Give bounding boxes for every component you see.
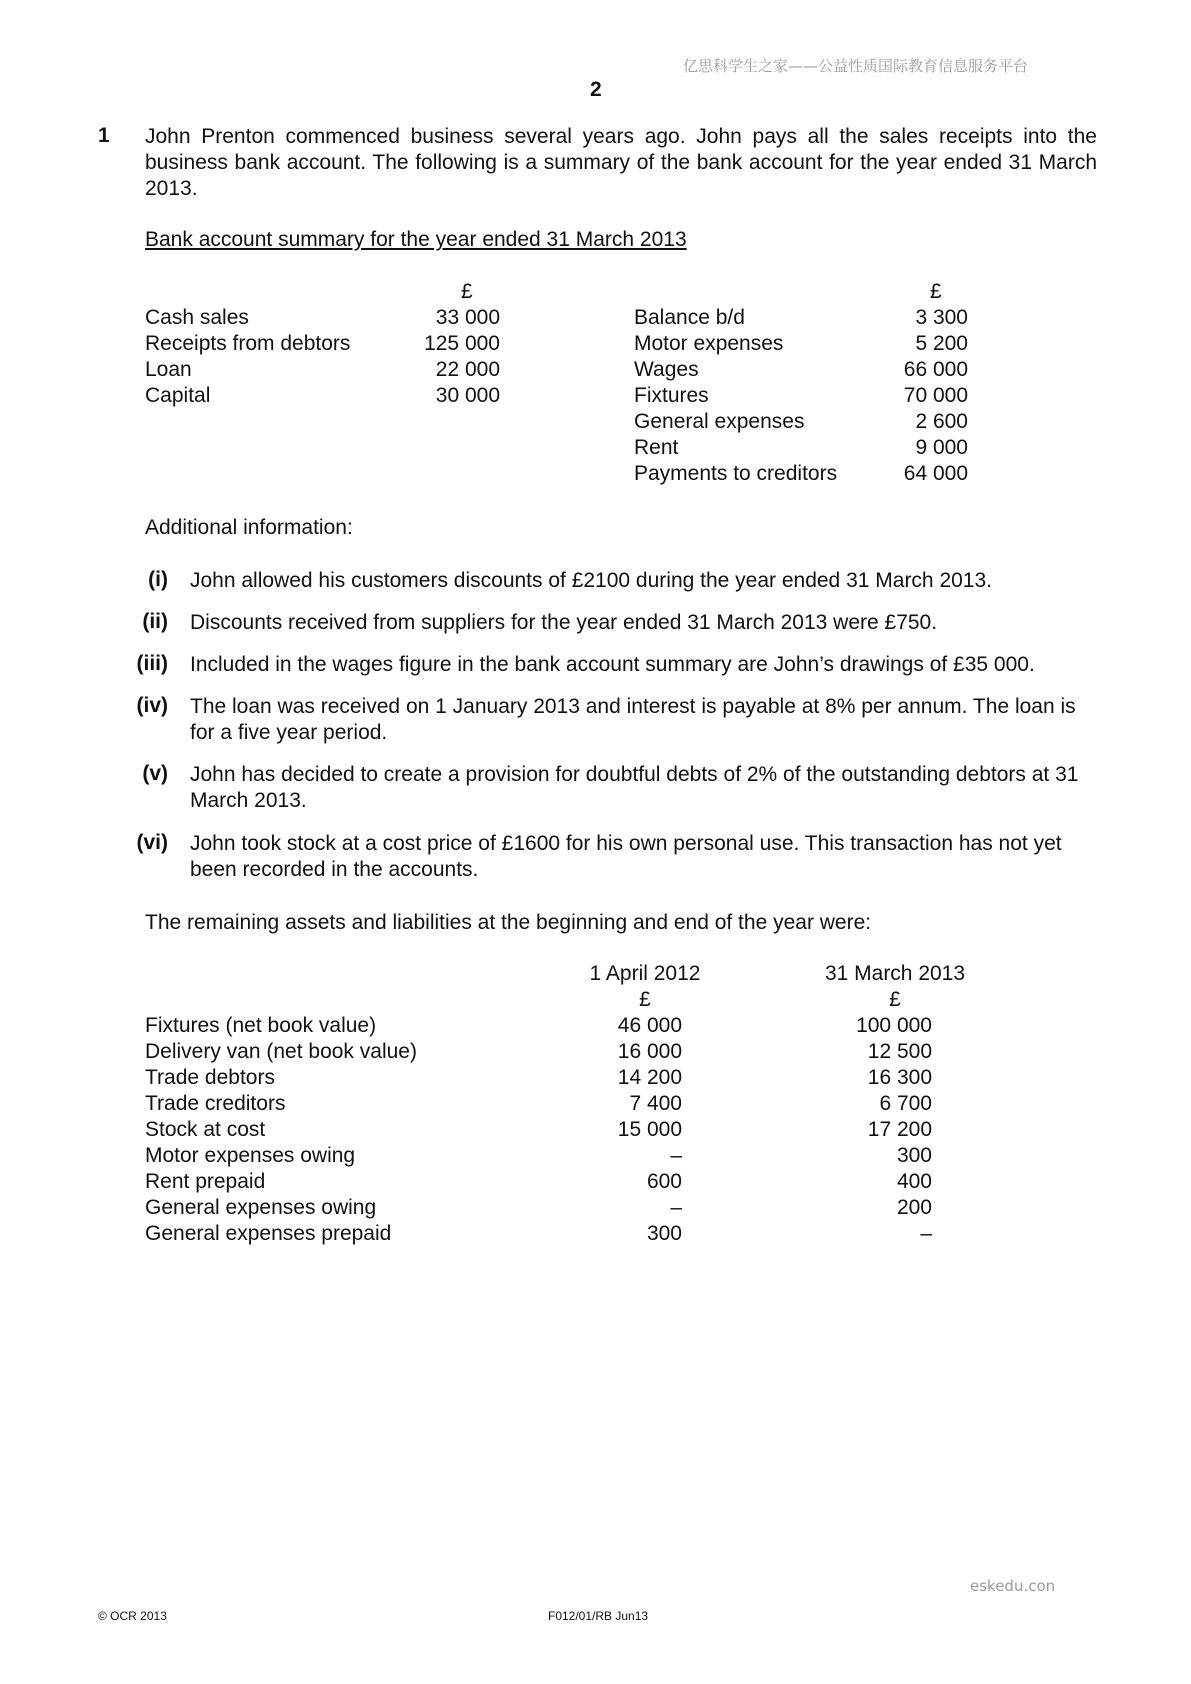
asset-value-2012: –: [670, 1196, 682, 1219]
asset-value-2012: –: [670, 1144, 682, 1167]
footer-copyright: © OCR 2013: [98, 1609, 167, 1623]
payment-amount: 66 000: [903, 358, 968, 381]
payment-label: Fixtures: [634, 384, 709, 407]
asset-value-2013: 12 500: [867, 1040, 932, 1063]
item-number: (iv): [136, 694, 168, 717]
header-watermark: 亿思科学生之家——公益性质国际教育信息服务平台: [683, 57, 1029, 75]
payment-amount: 3 300: [915, 306, 968, 329]
question-intro: John Prenton commenced business several years ago. John pays all the sales receipts into the business bank account. The following is a summary of the bank account for the year ended 31 March 2013.: [145, 125, 1097, 200]
receipt-amount: 22 000: [435, 358, 500, 381]
payment-amount: 64 000: [903, 462, 968, 485]
receipt-label: Receipts from debtors: [145, 332, 351, 355]
additional-info-heading: Additional information:: [145, 516, 353, 539]
asset-label: Fixtures (net book value): [145, 1014, 377, 1037]
payment-amount: 70 000: [903, 384, 968, 407]
asset-label: Rent prepaid: [145, 1170, 266, 1193]
asset-value-2013: 400: [896, 1170, 932, 1193]
receipt-label: Capital: [145, 384, 211, 407]
asset-value-2012: 16 000: [617, 1040, 682, 1063]
assets-col1-currency: £: [639, 988, 651, 1011]
item-number: (i): [148, 568, 168, 591]
asset-label: Motor expenses owing: [145, 1144, 356, 1167]
asset-value-2013: 17 200: [867, 1118, 932, 1141]
payment-label: Balance b/d: [634, 306, 745, 329]
question-number: 1: [98, 124, 110, 147]
footer-code: F012/01/RB Jun13: [548, 1609, 649, 1623]
receipt-amount: 33 000: [435, 306, 500, 329]
receipt-label: Loan: [145, 358, 192, 381]
asset-value-2013: 6 700: [879, 1092, 932, 1115]
payments-currency: £: [930, 280, 942, 303]
receipt-amount: 30 000: [435, 384, 500, 407]
item-number: (ii): [142, 610, 168, 633]
payment-label: Rent: [634, 436, 679, 459]
asset-value-2013: 300: [896, 1144, 932, 1167]
footer-watermark: eskedu.con: [970, 1577, 1056, 1595]
item-number: (iii): [136, 652, 168, 675]
payment-amount: 5 200: [915, 332, 968, 355]
asset-label: Delivery van (net book value): [145, 1040, 417, 1063]
payment-label: Motor expenses: [634, 332, 784, 355]
assets-intro: The remaining assets and liabilities at the beginning and end of the year were:: [145, 911, 872, 934]
bank-summary-title: Bank account summary for the year ended 31 March 2013: [145, 228, 687, 251]
item-text: Discounts received from suppliers for the year ended 31 March 2013 were £750.: [190, 611, 938, 634]
item-text: John has decided to create a provision for doubtful debts of 2% of the outstanding debtors at 31 March 2013.: [190, 763, 1079, 812]
payment-amount: 2 600: [915, 410, 968, 433]
asset-value-2012: 600: [646, 1170, 682, 1193]
receipt-label: Cash sales: [145, 306, 249, 329]
asset-value-2012: 14 200: [617, 1066, 682, 1089]
payment-label: Wages: [634, 358, 699, 381]
asset-label: General expenses owing: [145, 1196, 377, 1219]
asset-value-2013: 200: [896, 1196, 932, 1219]
assets-col2-currency: £: [889, 988, 901, 1011]
item-number: (vi): [136, 831, 168, 854]
receipt-amount: 125 000: [424, 332, 500, 355]
item-text: John allowed his customers discounts of £2100 during the year ended 31 March 2013.: [190, 569, 992, 592]
asset-label: General expenses prepaid: [145, 1222, 392, 1245]
item-text: Included in the wages figure in the bank account summary are John’s drawings of £35 000.: [190, 653, 1035, 676]
asset-label: Trade creditors: [145, 1092, 286, 1115]
asset-value-2013: 100 000: [856, 1014, 932, 1037]
asset-value-2012: 300: [646, 1222, 682, 1245]
item-text: John took stock at a cost price of £1600 for his own personal use. This transaction has not yet been recorded in the accounts.: [190, 832, 1062, 881]
receipts-currency: £: [461, 280, 473, 303]
asset-value-2012: 7 400: [629, 1092, 682, 1115]
payment-amount: 9 000: [915, 436, 968, 459]
payment-label: General expenses: [634, 410, 805, 433]
page-number: 2: [590, 78, 602, 101]
payment-label: Payments to creditors: [634, 462, 838, 485]
asset-label: Stock at cost: [145, 1118, 266, 1141]
asset-value-2012: 46 000: [617, 1014, 682, 1037]
asset-value-2012: 15 000: [617, 1118, 682, 1141]
asset-value-2013: 16 300: [867, 1066, 932, 1089]
item-number: (v): [142, 762, 168, 785]
asset-value-2013: –: [920, 1222, 932, 1245]
assets-col2-header: 31 March 2013: [824, 962, 966, 985]
asset-label: Trade debtors: [145, 1066, 275, 1089]
item-text: The loan was received on 1 January 2013 and interest is payable at 8% per annum. The loan is for a five year period.: [190, 695, 1076, 744]
assets-col1-header: 1 April 2012: [589, 962, 701, 985]
